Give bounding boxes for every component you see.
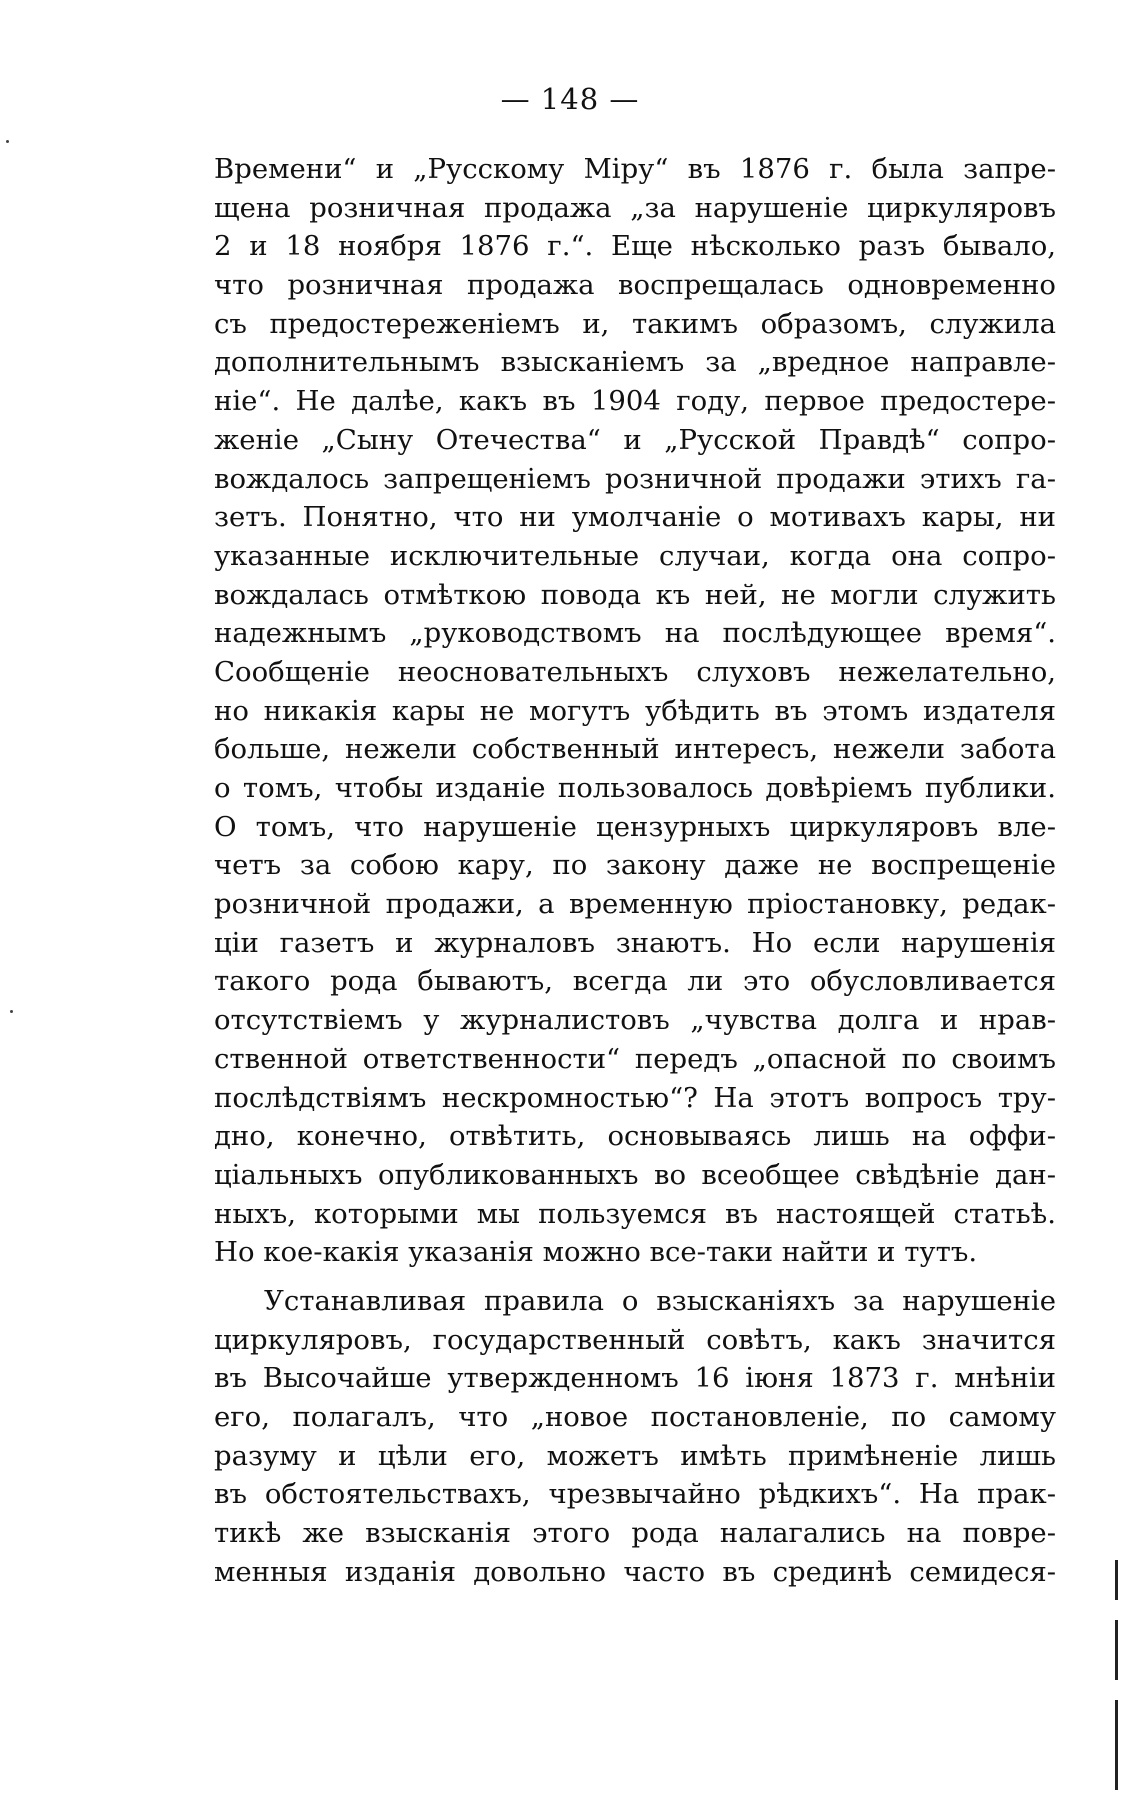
text-line: щена розничная продажа „за нарушеніе циркуляровъ [214,191,1056,224]
text-line: О томъ, что нарушеніе цензурныхъ циркуляровъ вле- [214,810,1056,843]
text-line: что розничная продажа воспрещалась одновременно [214,269,1056,302]
text-line: четъ за собою кару, по закону даже не воспрещеніе [214,849,1056,882]
text-line: ніе“. Не далѣе, какъ въ 1904 году, первое предостере- [214,385,1056,418]
text-line: въ обстоятельствахъ, чрезвычайно рѣдкихъ“. На прак- [214,1478,1056,1511]
body-text [214,150,1056,1591]
text-line: Но кое-какія указанія можно все-таки найти и тутъ. [214,1236,978,1269]
text-line: послѣдствіямъ нескромностью“? На этотъ вопросъ тру- [214,1081,1056,1114]
text-line: дно, конечно, отвѣтить, основываясь лишь на оффи- [214,1120,1056,1153]
scan-edge-mark [1115,1620,1118,1680]
text-line: вождалась отмѣткою повода къ ней, не могли служить [214,578,1056,611]
text-line: ственной ответственности“ передъ „опасной по своимъ [214,1042,1056,1075]
text-line: о томъ, чтобы изданіе пользовалось довѣріемъ публики. [214,772,1056,804]
text-line: женіе „Сыну Отечества“ и „Русской Правдѣ“ сопро- [214,423,1056,456]
scan-edge-mark [1115,1560,1118,1600]
text-line: циркуляровъ, государственный совѣтъ, какъ значится [214,1323,1056,1356]
text-line: больше, нежели собственный интересъ, нежели забота [214,733,1056,766]
text-line: отсутствіемъ у журналистовъ „чувства долга и нрав- [214,1004,1056,1037]
text-line: зетъ. Понятно, что ни умолчаніе о мотивахъ кары, ни [214,501,1056,534]
text-line: розничной продажи, а временную пріостановку, редак- [214,888,1056,921]
text-line: 2 и 18 ноября 1876 г.“. Еще нѣсколько разъ бывало, [214,230,1056,263]
text-line: менныя изданія довольно часто въ срединѣ семидеся- [214,1555,1056,1588]
text-line: но никакія кары не могутъ убѣдить въ этомъ издателя [214,694,1056,727]
text-line: надежнымъ „руководствомъ на послѣдующее время“. [214,617,1056,650]
text-line: Времени“ и „Русскому Міру“ въ 1876 г. была запре- [214,153,1056,185]
paragraph-gap [214,1272,1056,1282]
text-line: въ Высочайше утвержденномъ 16 іюня 1873 г. мнѣніи [214,1362,1056,1395]
text-line: дополнительнымъ взысканіемъ за „вредное направле- [214,346,1056,379]
scan-speck [6,140,9,143]
text-line: ныхъ, которыми мы пользуемся въ настоящей статьѣ. [214,1197,1056,1230]
paragraph-2 [214,1282,1056,1592]
text-line: Устанавливая правила о взысканіяхъ за нарушеніе [264,1284,1056,1317]
text-line: указанные исключительные случаи, когда она сопро- [214,539,1056,572]
scan-speck [10,1010,13,1013]
text-line: разуму и цѣли его, можетъ имѣть примѣненіе лишь [214,1439,1056,1472]
text-line: его, полагалъ, что „новое постановленіе, по самому [214,1401,1056,1433]
text-line: ціи газетъ и журналовъ знаютъ. Но если нарушенія [214,926,1056,959]
text-line: такого рода бываютъ, всегда ли это обусловливается [214,965,1056,998]
text-line: вождалось запрещеніемъ розничной продажи этихъ га- [214,462,1056,495]
text-line: съ предостереженіемъ и, такимъ образомъ, служила [214,307,1056,340]
scan-edge-mark [1115,1700,1118,1790]
text-line: Сообщеніе неосновательныхъ слуховъ нежелательно, [214,655,1056,688]
paragraph-1 [214,150,1056,1272]
text-line: тикѣ же взысканія этого рода налагались на повре- [214,1517,1056,1550]
text-line: ціальныхъ опубликованныхъ во всеобщее свѣдѣніе дан- [214,1158,1056,1191]
page-number: — 148 — [500,82,640,116]
